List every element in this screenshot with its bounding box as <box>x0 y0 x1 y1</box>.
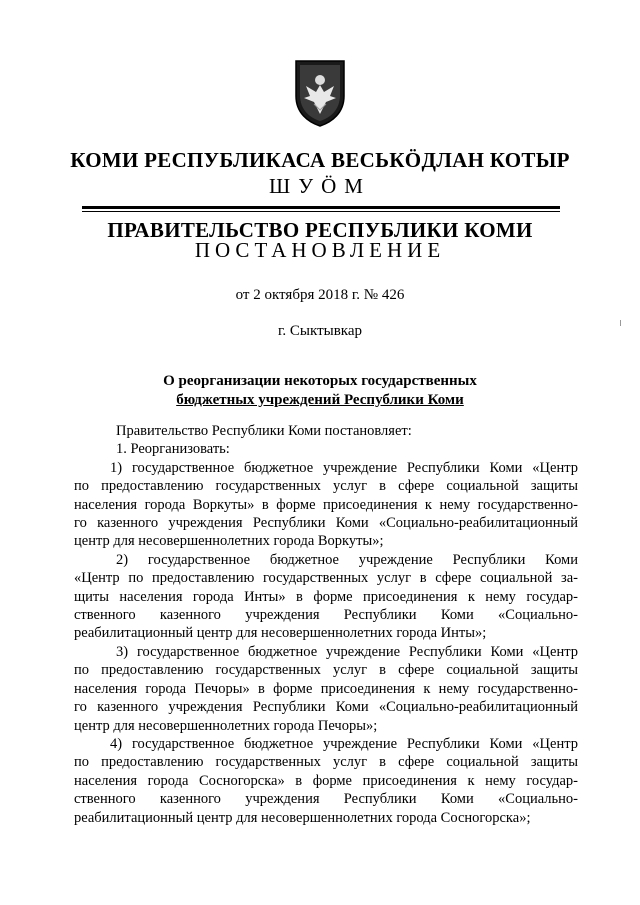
body-line: по предоставлению государственных услуг в сфере социальной защиты <box>74 478 578 495</box>
komi-coat-of-arms-icon <box>292 58 348 128</box>
body-line: населения города Сосногорска» в форме присоединения к нему государ- <box>74 772 578 789</box>
russian-government-title: ПРАВИТЕЛЬСТВО РЕСПУБЛИКИ КОМИ <box>107 218 533 242</box>
body-line: 2) государственное бюджетное учреждение Республики Коми <box>116 551 578 568</box>
body-line: населения города Печоры» в форме присоединения к нему государственно- <box>74 680 578 697</box>
body-line: центр для несовершеннолетних города Воркуты»; <box>74 533 384 550</box>
body-line: по предоставлению государственных услуг в сфере социальной защиты <box>74 662 578 679</box>
subject-line-2: бюджетных учреждений Республики Коми <box>176 392 464 408</box>
document-body <box>74 422 578 827</box>
body-line: ственного казенного учреждения Республики Коми «Социально- <box>74 607 578 624</box>
body-line: го казенного учреждения Республики Коми «Социально-реабилитационный <box>74 515 578 532</box>
body-line: Правительство Республики Коми постановляет: <box>116 423 412 439</box>
body-line: щиты населения города Инты» в форме присоединения к нему государ- <box>74 588 578 605</box>
body-line: 3) государственное бюджетное учреждение Республики Коми «Центр <box>116 643 578 660</box>
document-date-number: от 2 октября 2018 г. № 426 <box>235 287 405 303</box>
body-line: реабилитационный центр для несовершеннолетних города Инты»; <box>74 625 487 642</box>
header-divider-thin <box>82 211 560 212</box>
body-line: 1) государственное бюджетное учреждение Республики Коми «Центр <box>110 459 578 476</box>
komi-government-title: КОМИ РЕСПУБЛИКАСА ВЕСЬКӦДЛАН КОТЫР <box>70 148 570 172</box>
body-line: го казенного учреждения Республики Коми «Социально-реабилитационный <box>74 699 578 716</box>
subject-line-1: О реорганизации некоторых государственных <box>163 373 477 389</box>
header-divider-thick <box>82 206 560 209</box>
document-city: г. Сыктывкар <box>277 323 363 339</box>
body-line: ственного казенного учреждения Республики Коми «Социально- <box>74 791 578 808</box>
komi-document-type: ШУÖМ <box>269 174 371 198</box>
body-line: «Центр по предоставлению государственных услуг в сфере социальной за- <box>74 570 578 587</box>
body-line: 1. Реорганизовать: <box>116 441 230 458</box>
body-line: 4) государственное бюджетное учреждение Республики Коми «Центр <box>110 735 578 752</box>
body-line: населения города Воркуты» в форме присоединения к нему государственно- <box>74 496 578 513</box>
body-line: по предоставлению государственных услуг в сфере социальной защиты <box>74 754 578 771</box>
body-line: реабилитационный центр для несовершеннолетних города Сосногорска»; <box>74 809 531 826</box>
scan-margin-mark <box>620 320 621 326</box>
document-subject <box>0 372 640 410</box>
body-line: центр для несовершеннолетних города Печоры»; <box>74 717 378 734</box>
russian-document-type: ПОСТАНОВЛЕНИЕ <box>194 238 446 262</box>
